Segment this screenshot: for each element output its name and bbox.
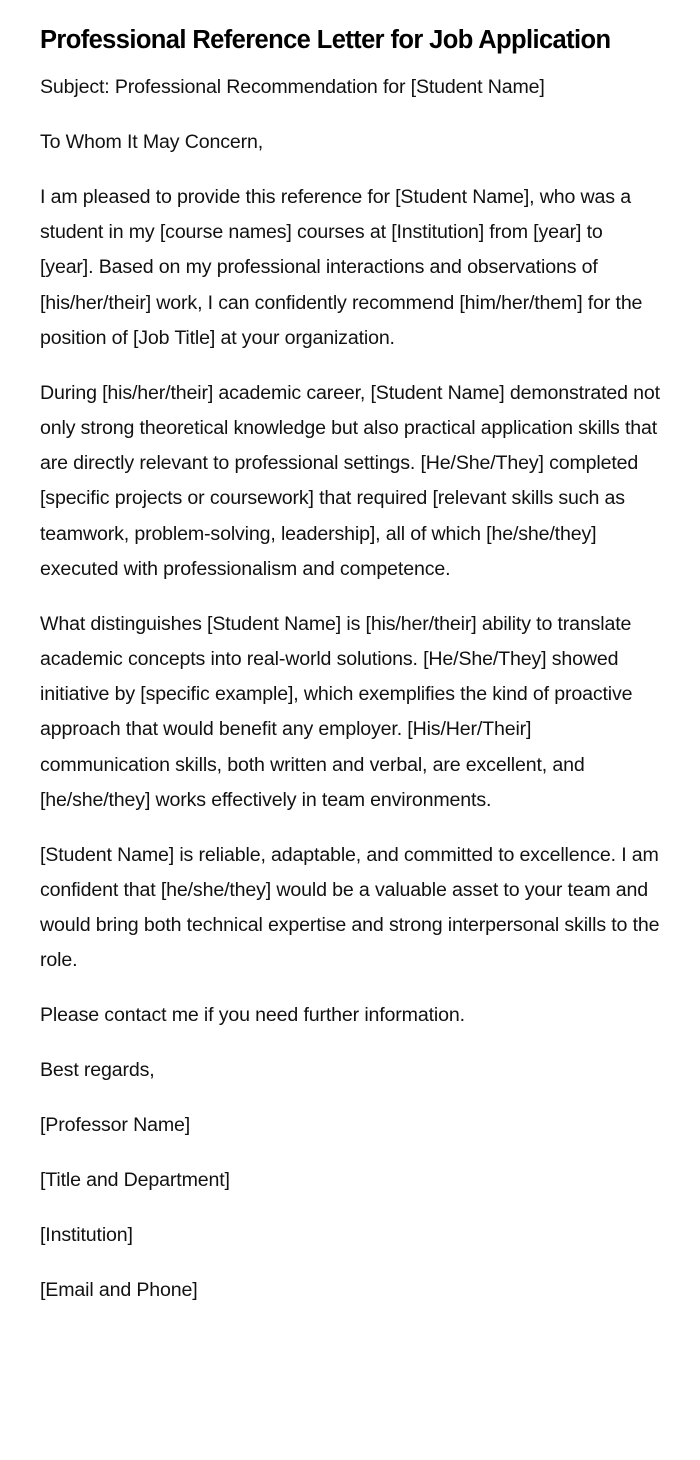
signature-institution: [Institution] (40, 1224, 133, 1247)
document-title: Professional Reference Letter for Job Application (40, 26, 611, 54)
signature-title: [Title and Department] (40, 1169, 230, 1192)
body-paragraph-intro: I am pleased to provide this reference for [Student Name], who was a student in my [course names] courses at [Institution] from [year] to [year]. Based on my professional interactions and observations of [his/her/their] work, I can confidently recommend [him/her/them] for the position of [Job Title] at your organization. (40, 186, 643, 349)
body-paragraph-summary: [Student Name] is reliable, adaptable, and committed to excellence. I am confident that [he/she/they] would be a valuable asset to your team and would bring both technical expertise and strong interpersonal skills to the role. (40, 843, 660, 972)
body-paragraph-contact: Please contact me if you need further information. (40, 1004, 465, 1027)
body-paragraph-academic: During [his/her/their] academic career, [Student Name] demonstrated not only strong theoretical knowledge but also practical application skills that are directly relevant to professional settings. [He/She/They] completed [specific projects or coursework] that required [relevant skills such as teamwork, problem-solving, leadership], all of which [he/she/they] executed with professionalism and competence. (40, 381, 660, 580)
subject-line: Subject: Professional Recommendation for [Student Name] (40, 76, 545, 98)
signature-contact: [Email and Phone] (40, 1279, 198, 1302)
body-paragraph-distinction: What distinguishes [Student Name] is [his/her/their] ability to translate academic concepts into real-world solutions. [He/She/They] showed initiative by [specific example], which exemplifies the kind of proactive approach that would benefit any employer. [His/Her/Their] communication skills, both written and verbal, are excellent, and [he/she/they] works effectively in team environments. (40, 612, 633, 811)
closing: Best regards, (40, 1059, 155, 1082)
salutation: To Whom It May Concern, (40, 131, 264, 153)
signature-name: [Professor Name] (40, 1114, 191, 1137)
